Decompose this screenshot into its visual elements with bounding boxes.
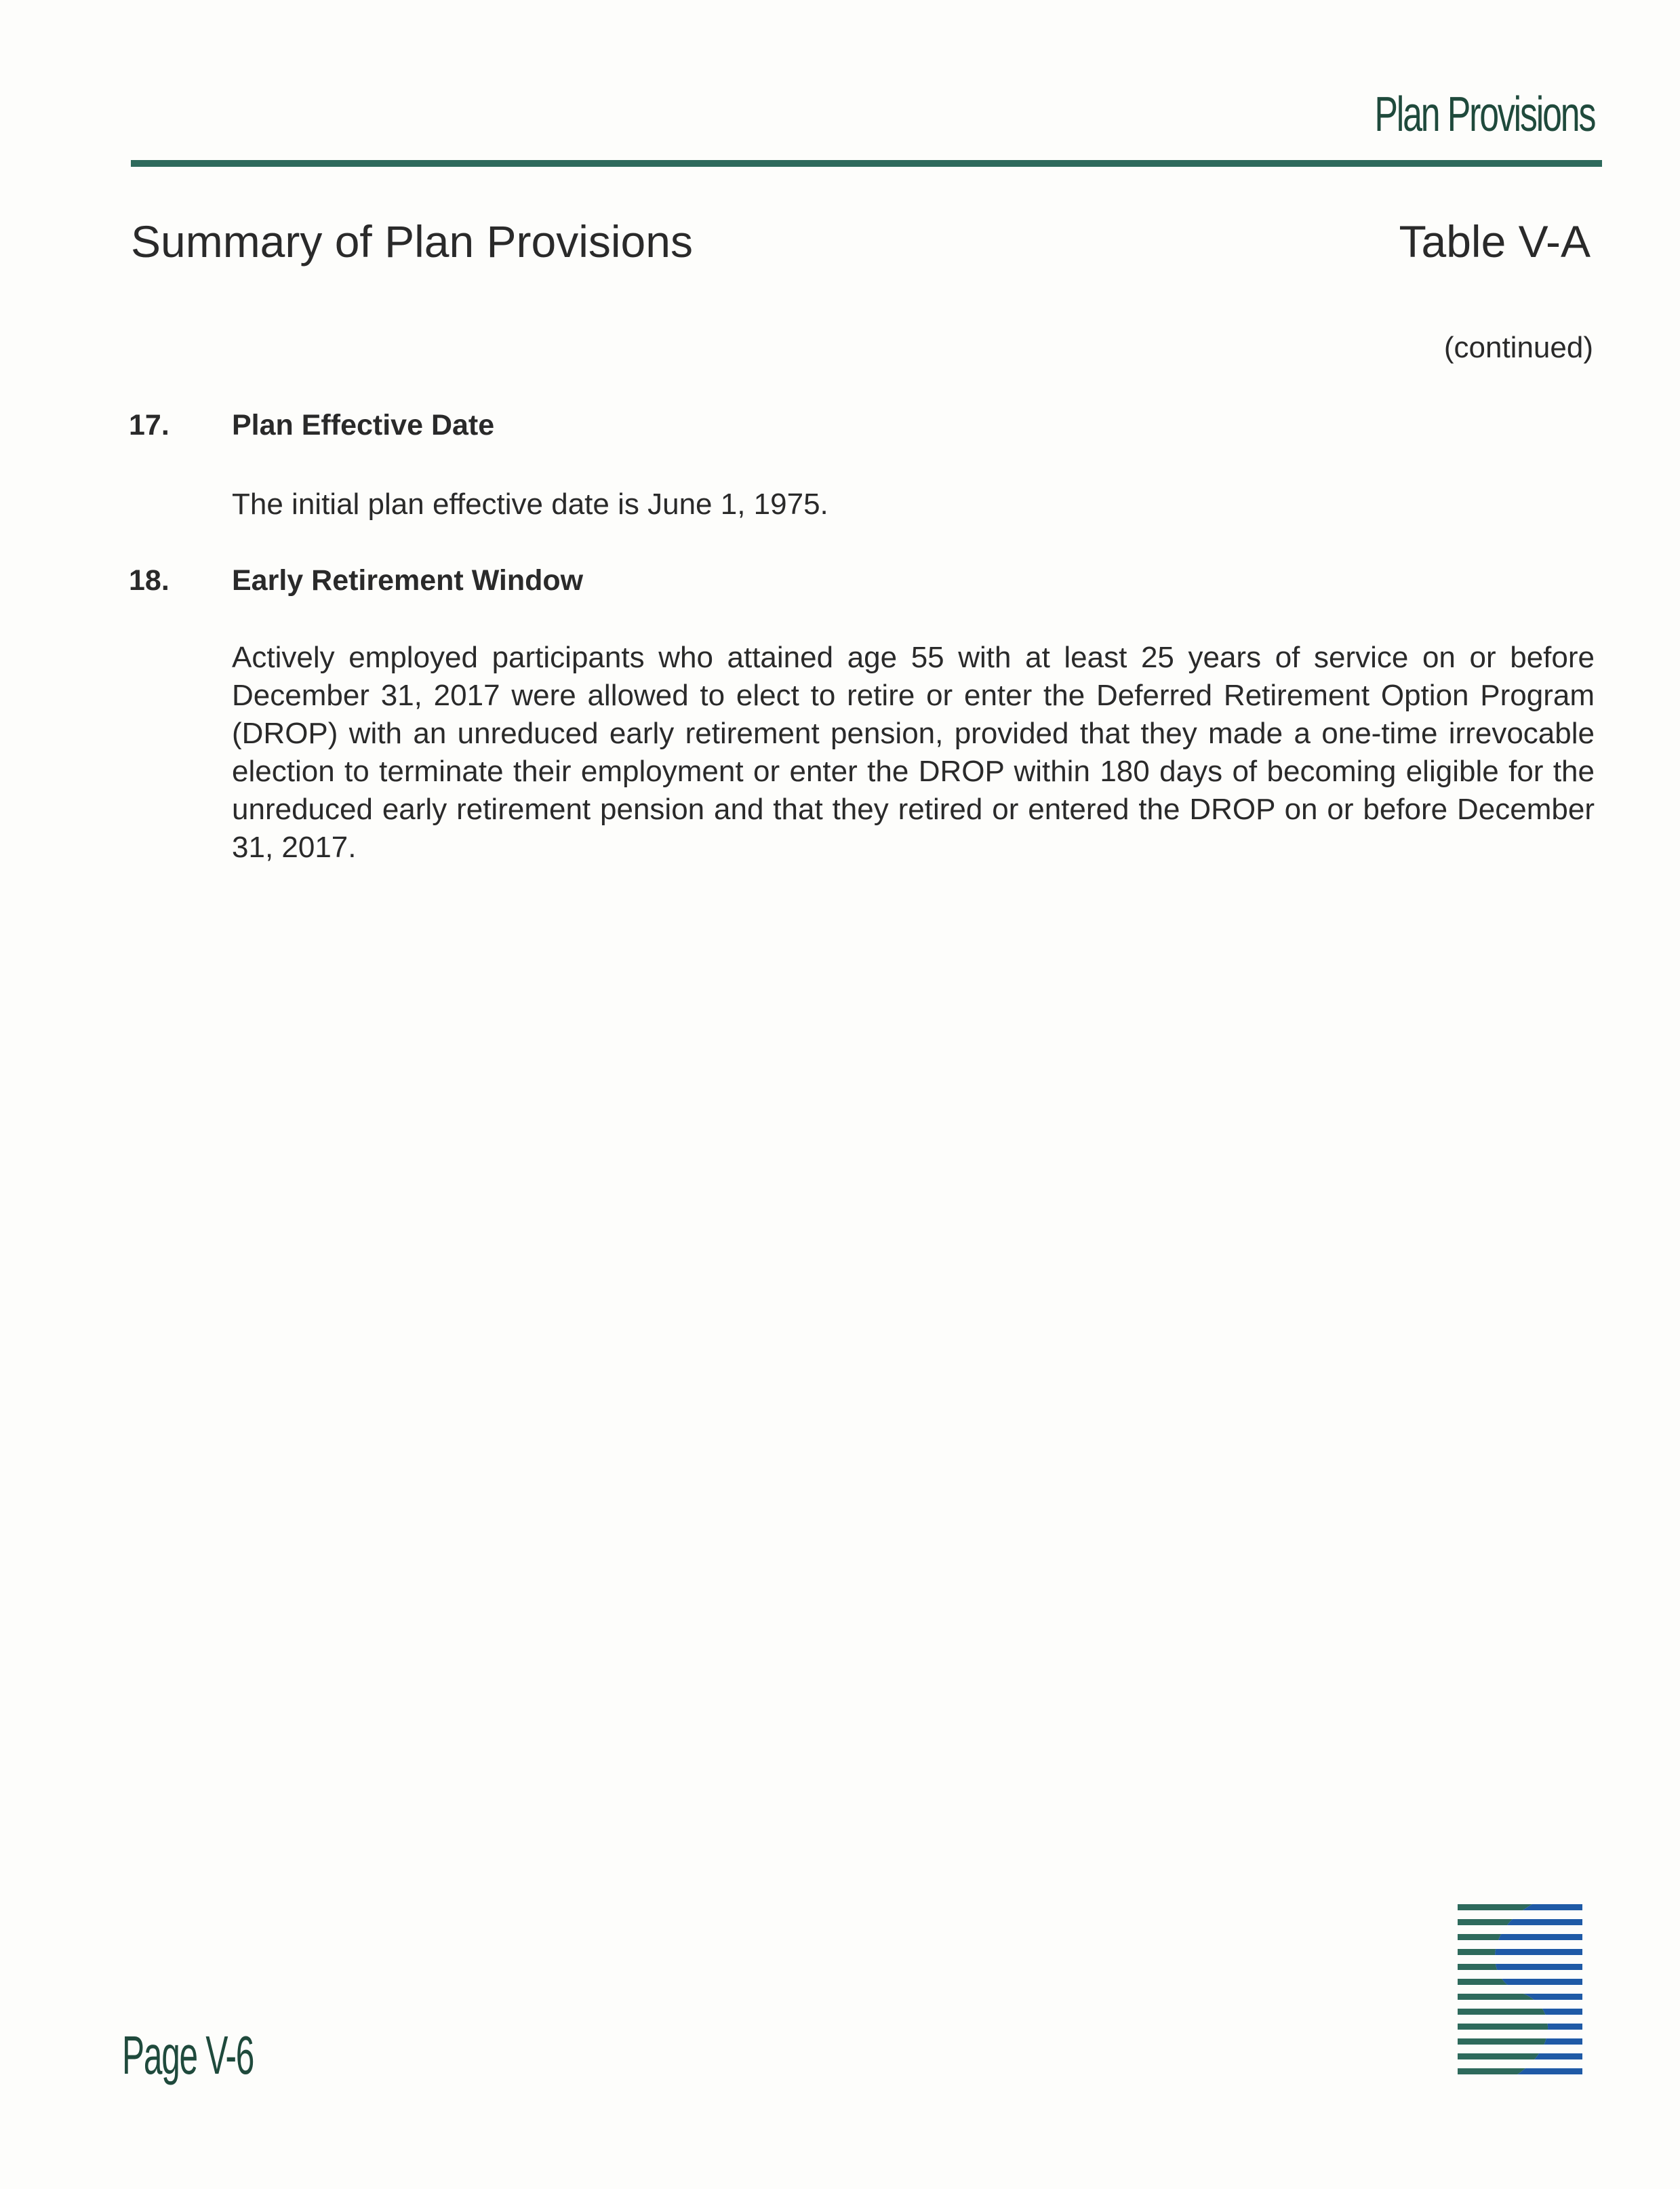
company-logo <box>1458 1904 1582 2082</box>
section-title: Summary of Plan Provisions <box>131 216 693 267</box>
item-18-heading: Early Retirement Window <box>232 564 584 597</box>
item-17-body: The initial plan effective date is June 1, 1975. <box>232 488 828 521</box>
item-18-number: 18. <box>129 564 169 597</box>
striped-s-logo-icon <box>1458 1904 1582 2082</box>
running-header-title: Plan Provisions <box>1374 87 1595 142</box>
item-17-number: 17. <box>129 409 169 441</box>
table-label: Table V-A <box>1399 216 1591 267</box>
item-17-heading: Plan Effective Date <box>232 409 495 441</box>
continued-note: (continued) <box>1443 331 1593 364</box>
item-18-body: Actively employed participants who attained age 55 with at least 25 years of service on or before December 31, 2017 were allowed to elect to retire or enter the Deferred Retirement Option Program (DROP) with an unreduced early retirement pension, provided that they made a one-time irrevocable election to terminate their employment or enter the DROP within 180 days of becoming eligible for the unreduced early retirement pension and that they retired or entered the DROP on or before December 31, 2017. <box>232 641 1595 864</box>
header-rule <box>131 160 1602 167</box>
page-number: Page V-6 <box>122 2025 254 2085</box>
